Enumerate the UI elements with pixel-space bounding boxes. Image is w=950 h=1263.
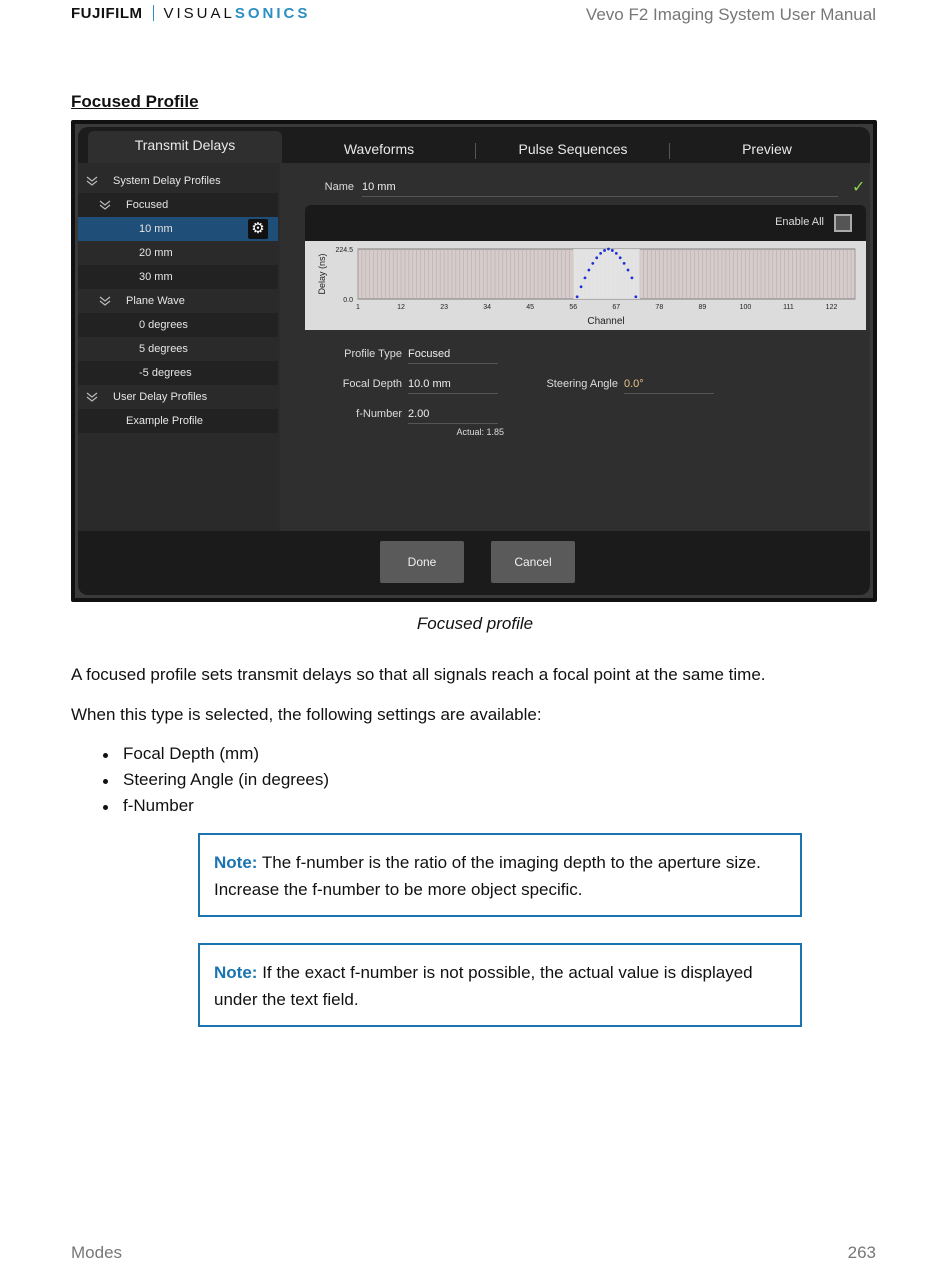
tree-item-5-degrees[interactable]: 5 degrees (139, 343, 188, 355)
x-tick-labels (356, 304, 837, 311)
profile-editor-panel (280, 163, 870, 531)
y-axis-label: Delay (ns) (317, 253, 327, 295)
body-paragraph: When this type is selected, the following settings are available: (71, 705, 542, 724)
gear-icon[interactable]: ⚙ (248, 219, 268, 239)
profile-type-label: Profile Type (344, 348, 402, 360)
delay-point (619, 256, 622, 259)
enable-all-checkbox[interactable] (834, 214, 852, 232)
enable-all-bar (305, 205, 866, 241)
focal-depth-label: Focal Depth (342, 378, 402, 390)
dialog-window (78, 127, 870, 595)
tree-item-plane-wave[interactable]: Plane Wave (78, 289, 278, 313)
x-tick-label: 45 (526, 304, 535, 311)
logo-visualsonics-text: VISUALSONICS (163, 4, 311, 22)
list-item: f-Number (103, 796, 329, 822)
f-number-actual-note: Actual: 1.85 (456, 427, 504, 437)
x-tick-label: 67 (612, 304, 621, 311)
delay-point (576, 295, 579, 298)
transmit-delays-screenshot (71, 120, 877, 602)
delay-point (631, 276, 634, 279)
chevron-down-icon (99, 296, 111, 306)
x-tick-label: 78 (655, 304, 664, 311)
delay-point (611, 249, 614, 252)
f-number-label: f-Number (356, 408, 402, 420)
tab-bar (78, 127, 870, 163)
delay-point (595, 256, 598, 259)
x-tick-label: 89 (698, 304, 707, 311)
tree-item-focused[interactable]: Focused (78, 193, 278, 217)
note-text: If the exact f-number is not possible, the actual value is displayed under the text field. (214, 963, 753, 1009)
tree-item-example-profile[interactable]: Example Profile (78, 409, 278, 433)
fujifilm-visualsonics-logo (71, 3, 310, 23)
x-tick-label: 34 (483, 304, 492, 311)
confirm-check-icon[interactable]: ✓ (852, 179, 866, 196)
profile-type-field[interactable]: Focused (408, 348, 498, 364)
delay-point (603, 249, 606, 252)
f-number-field[interactable]: 2.00 (408, 408, 498, 424)
logo-fujifilm-text: FUJIFILM (71, 4, 143, 22)
steering-angle-field[interactable]: 0.0° (624, 378, 714, 394)
y-tick-labels (335, 247, 353, 304)
tree-item-20mm[interactable]: 20 mm (139, 247, 173, 259)
tab-waveforms[interactable]: Waveforms (282, 127, 476, 163)
figure-caption: Focused profile (416, 614, 534, 633)
settings-list (103, 744, 329, 822)
x-axis-label: Channel (587, 316, 625, 327)
chevron-down-icon (86, 176, 98, 186)
page-number: 263 (847, 1243, 876, 1262)
list-item: Focal Depth (mm) (103, 744, 329, 770)
tree-item-10mm[interactable]: 10 mm ⚙ (78, 217, 278, 241)
x-tick-label: 100 (739, 304, 752, 311)
x-tick-label: 111 (783, 304, 794, 311)
section-heading: Focused Profile (71, 92, 199, 111)
name-field[interactable]: 10 mm (362, 181, 838, 197)
cancel-button[interactable]: Cancel (491, 541, 575, 583)
logo-divider (153, 5, 154, 21)
tab-transmit-delays[interactable]: Transmit Delays (88, 131, 282, 163)
y-tick-label: 224.5 (335, 247, 353, 254)
y-tick-label: 0.0 (343, 297, 353, 304)
tree-item-user-delay-profiles[interactable]: User Delay Profiles (78, 385, 278, 409)
tree-item-system-delay-profiles[interactable]: System Delay Profiles (78, 169, 278, 193)
delay-point (615, 252, 618, 255)
document-title: Vevo F2 Imaging System User Manual (585, 5, 876, 24)
delay-profile-chart[interactable] (305, 241, 869, 330)
steering-angle-label: Steering Angle (546, 378, 618, 390)
name-label: Name (324, 181, 354, 193)
list-item: Steering Angle (in degrees) (103, 770, 329, 796)
delay-point (627, 269, 630, 272)
note-text: The f-number is the ratio of the imaging depth to the aperture size. Increase the f-number to be more object specific. (214, 853, 761, 899)
delay-point (587, 269, 590, 272)
x-tick-label: 1 (356, 304, 360, 311)
x-tick-label: 23 (440, 304, 448, 311)
note-box (198, 943, 802, 1027)
delay-point (584, 276, 587, 279)
body-paragraph: A focused profile sets transmit delays so that all signals reach a focal point at the same time. (71, 665, 766, 684)
enabled-channel-band-rect (573, 249, 640, 299)
note-label: Note: (214, 853, 258, 872)
tree-item-minus-5-degrees[interactable]: -5 degrees (78, 361, 278, 385)
profile-tree-sidebar (78, 163, 278, 531)
delay-point (607, 248, 610, 251)
tab-pulse-sequences[interactable]: Pulse Sequences (476, 127, 670, 163)
delay-point (599, 252, 602, 255)
chevron-down-icon (99, 200, 111, 210)
tree-item-30mm[interactable]: 30 mm (78, 265, 278, 289)
enable-all-label: Enable All (775, 216, 824, 228)
chevron-down-icon (86, 392, 98, 402)
delay-point (634, 295, 637, 298)
x-tick-label: 122 (825, 304, 838, 311)
x-tick-label: 12 (397, 304, 405, 311)
delay-point (591, 262, 594, 265)
enabled-channel-band (573, 249, 640, 299)
x-tick-label: 56 (569, 304, 578, 311)
note-label: Note: (214, 963, 258, 982)
tab-preview[interactable]: Preview (742, 141, 792, 157)
delay-point (580, 285, 583, 288)
note-box (198, 833, 802, 917)
delay-chart-panel (305, 241, 866, 330)
tree-item-0-degrees[interactable]: 0 degrees (78, 313, 278, 337)
footer-section-name: Modes (71, 1243, 123, 1262)
dialog-button-bar (78, 531, 870, 595)
focal-depth-field[interactable]: 10.0 mm (408, 378, 498, 394)
delay-point (623, 262, 626, 265)
done-button[interactable]: Done (380, 541, 464, 583)
